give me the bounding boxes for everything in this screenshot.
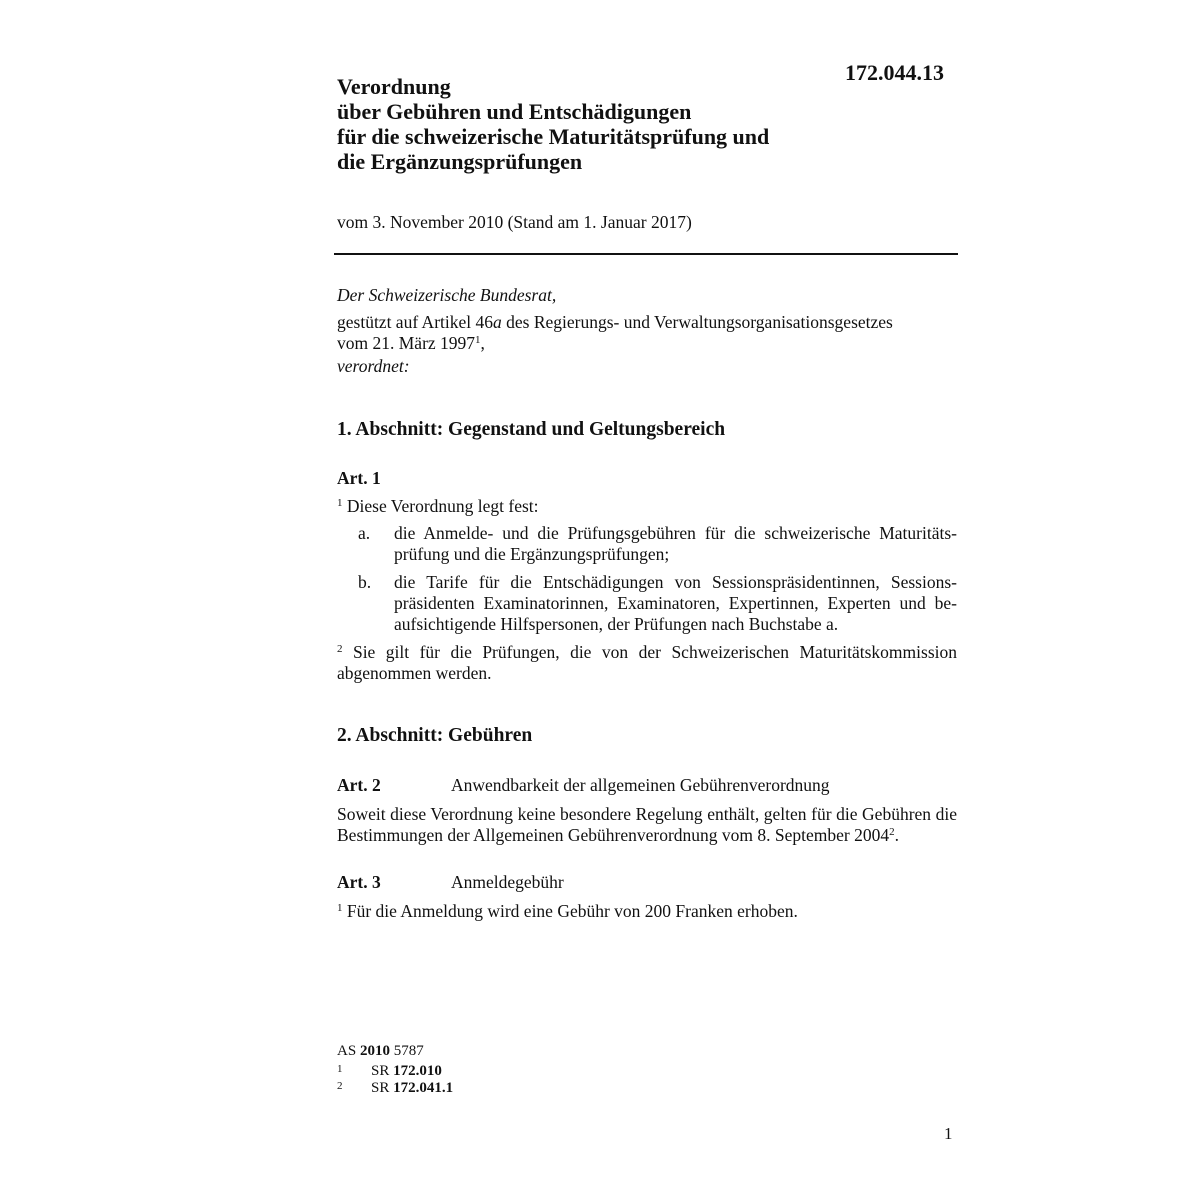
footnote	[337, 1063, 453, 1080]
footnote	[337, 1080, 453, 1097]
legal-basis-suffix: des Regierungs- und Verwaltungsorganisationsgesetzes	[501, 312, 893, 332]
legal-basis	[337, 312, 957, 333]
article-body: Soweit diese Verordnung keine besondere Regelung enthält, gelten für die Gebühren die Bestimmungen der Allgemeinen Gebührenverordnung vom 8. September 2004	[337, 804, 957, 845]
list-text: die Anmelde- und die Prüfungsgebühren für die schweizerische Maturitäts-prüfung und die Ergänzungsprüfungen;	[394, 523, 957, 564]
paragraph-text: Sie gilt für die Prüfungen, die von der Schweizerischen Maturitätskommission abgenommen werden.	[337, 642, 957, 683]
title-line: für die schweizerische Maturitätsprüfung und	[337, 124, 770, 149]
article-title: Anwendbarkeit der allgemeinen Gebührenverordnung	[451, 775, 830, 795]
as-prefix: AS	[337, 1043, 360, 1059]
sr-number: 172.044.13	[845, 60, 944, 85]
as-year: 2010	[359, 1043, 390, 1059]
section-heading-1: 1. Abschnitt: Gegenstand und Geltungsbereich	[337, 419, 726, 440]
article-body-end: .	[894, 825, 899, 845]
article-2	[337, 775, 957, 846]
list-item	[337, 523, 957, 565]
legal-basis-line-2	[337, 333, 957, 354]
as-reference	[337, 1043, 453, 1060]
article-number: Art. 1	[337, 468, 381, 488]
paragraph-number: 1	[337, 902, 343, 914]
list-letter: a.	[358, 523, 371, 543]
paragraph-text: Für die Anmeldung wird eine Gebühr von 200 Franken erhoben.	[342, 901, 798, 921]
article-heading	[337, 775, 957, 796]
article-number: Art. 3	[337, 872, 381, 892]
paragraph-2	[337, 642, 957, 684]
paragraph-1	[337, 901, 957, 922]
article-heading	[337, 872, 957, 893]
footnote-text	[371, 1080, 453, 1097]
preamble	[337, 285, 957, 377]
article-number: Art. 2	[337, 775, 381, 795]
legal-basis-date: vom 21. März 1997	[337, 333, 476, 353]
legal-basis-article-letter: a	[493, 312, 502, 332]
horizontal-rule	[334, 253, 958, 255]
list-item	[337, 572, 957, 635]
list-text: die Tarife für die Entschädigungen von Sessionspräsidentinnen, Sessions-präsidenten Examinatorinnen, Examinatoren, Expertinnen, Experten und be-aufsichtigende Hilfspersonen, der Prüfungen nach Buchstabe a.	[394, 572, 957, 634]
footnote-ref[interactable]: 1	[475, 334, 481, 346]
footnote-ref-number[interactable]: 172.041.1	[393, 1080, 454, 1096]
legal-basis-prefix: gestützt auf Artikel 46	[337, 312, 494, 332]
date-line: vom 3. November 2010 (Stand am 1. Januar 2017)	[337, 212, 692, 232]
article-text	[337, 804, 957, 846]
decree-word: verordnet:	[337, 356, 410, 376]
paragraph-text: Diese Verordnung legt fest:	[342, 496, 539, 516]
footnote-prefix: SR	[371, 1080, 394, 1096]
paragraph-1	[337, 496, 957, 517]
paragraph-number: 2	[337, 643, 343, 655]
title-line: über Gebühren und Entschädigungen	[337, 99, 692, 124]
footnote-text	[371, 1063, 442, 1080]
footnote-number: 2	[337, 1080, 343, 1092]
legal-basis-end: ,	[480, 333, 485, 353]
article-1	[337, 468, 957, 684]
footnote-ref[interactable]: 2	[889, 826, 895, 838]
footnotes	[337, 1043, 453, 1097]
page-number: 1	[944, 1124, 953, 1143]
paragraph-number: 1	[337, 497, 343, 509]
list-letter: b.	[358, 572, 372, 592]
footnote-prefix: SR	[371, 1063, 394, 1079]
footnote-number: 1	[337, 1063, 343, 1075]
title-line: die Ergänzungsprüfungen	[337, 149, 583, 174]
section-heading-2: 2. Abschnitt: Gebühren	[337, 725, 533, 746]
issuing-authority: Der Schweizerische Bundesrat,	[337, 285, 557, 305]
as-page: 5787	[389, 1043, 424, 1059]
article-heading	[337, 468, 957, 489]
footnote-ref-number[interactable]: 172.010	[393, 1063, 442, 1079]
document-title	[337, 74, 769, 174]
article-3	[337, 872, 957, 922]
enumeration-list	[337, 523, 957, 635]
article-title: Anmeldegebühr	[451, 872, 564, 892]
title-line: Verordnung	[337, 74, 451, 99]
